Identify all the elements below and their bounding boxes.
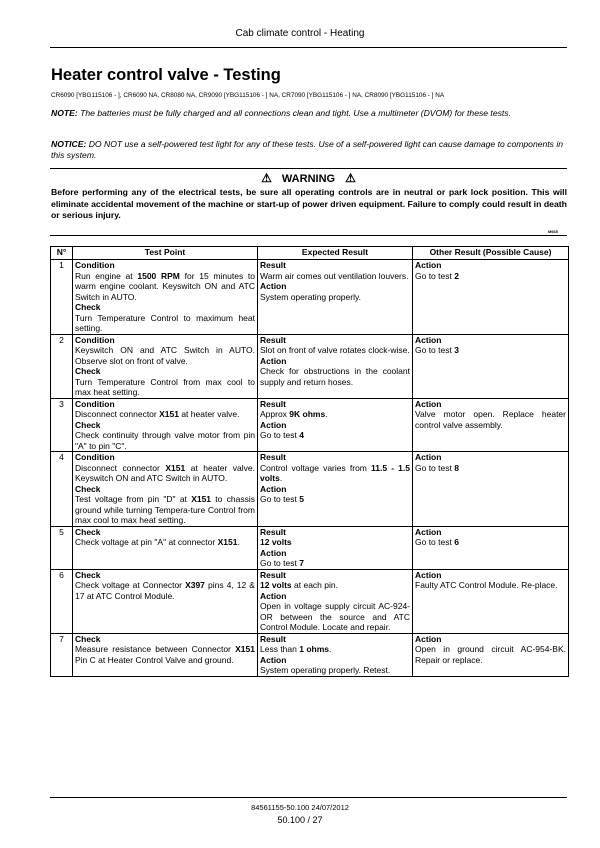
table-row: [51, 260, 569, 335]
text-run: Disconnect connector: [75, 462, 166, 473]
test-number-cell: 7: [51, 633, 73, 676]
document-reference: 84561155-50.100 24/07/2012: [251, 803, 349, 812]
cell-text: [260, 271, 410, 282]
notice-text: DO NOT use a self-powered test light for any of these tests. Use of a self-powered light can cause damage to components in this system.: [51, 139, 564, 160]
column-header-other-result: Other Result (Possible Cause): [413, 247, 569, 260]
warning-triangle-icon: ⚠: [345, 171, 356, 185]
text-run: Disconnect connector: [75, 409, 160, 419]
cell-text: [415, 409, 566, 430]
expected-result-cell: [258, 334, 413, 398]
expected-result-cell: [258, 260, 413, 335]
cell-text: [75, 580, 255, 601]
expected-result-cell: [258, 398, 413, 452]
text-run: Open in ground circuit AC-954-BK. Repair or replace.: [415, 644, 566, 665]
cell-text: [415, 463, 566, 474]
text-run: System operating properly. Retest.: [260, 665, 391, 675]
cell-text: [260, 430, 410, 441]
text-run: Measure resistance between Connector: [75, 644, 236, 654]
cell-heading: Action: [260, 483, 287, 494]
text-run: Keyswitch ON and ATC Switch in AUTO. Observe slot on front of valve.: [75, 345, 255, 366]
test-number-cell: 3: [51, 398, 73, 452]
text-run: Open in voltage supply circuit AC-924-OR between the source and ATC Control Module. Locate and repair.: [260, 601, 410, 632]
emphasized-value: X151: [191, 494, 212, 504]
header-rule: [50, 47, 567, 48]
cell-heading: Result: [260, 398, 286, 409]
cell-heading: Result: [260, 334, 286, 345]
warning-heading: [50, 171, 567, 185]
expected-result-cell: [258, 633, 413, 676]
page-number: 50.100 / 27: [277, 815, 323, 825]
emphasized-value: 7: [299, 558, 304, 568]
cell-heading: Result: [260, 569, 286, 580]
other-result-cell: [413, 452, 569, 527]
text-run: Approx: [260, 409, 290, 419]
test-point-cell: [73, 260, 258, 335]
table-row: [51, 398, 569, 452]
text-run: Slot on front of valve rotates clock-wise.: [260, 345, 410, 355]
text-run: Go to test: [260, 494, 300, 504]
column-header-test-point: Test Point: [73, 247, 258, 260]
test-number-cell: 1: [51, 260, 73, 335]
cell-heading: Action: [260, 419, 287, 430]
warning-text: Before performing any of the electrical tests, be sure all operating controls are in neutral or park lock position. This will eliminate accidental movement of the machine or start-up of power driven equipment. Failure to comply could result in death or serious injury.: [51, 187, 567, 220]
test-number-cell: 4: [51, 452, 73, 527]
text-run: at heater valve. Keyswitch ON and ATC Switch in AUTO.: [75, 462, 255, 483]
table-row: [51, 633, 569, 676]
cell-heading: Action: [415, 452, 442, 462]
warning-top-rule: [50, 168, 567, 169]
cell-heading: Condition: [75, 452, 115, 462]
cell-text: [75, 271, 255, 303]
emphasized-value: X151: [235, 644, 255, 654]
emphasized-value: 12 volts: [260, 580, 292, 590]
cell-heading: Result: [260, 452, 286, 462]
cell-heading: Action: [415, 526, 442, 537]
emphasized-value: X151: [159, 409, 179, 419]
table-row: [51, 526, 569, 569]
cell-text: [75, 313, 255, 334]
text-run: at heater valve.: [178, 409, 240, 419]
note-label: NOTE:: [51, 108, 78, 118]
text-run: at each pin.: [291, 580, 338, 590]
emphasized-value: 5: [299, 494, 304, 504]
cell-text: [75, 345, 255, 366]
cell-text: [260, 580, 410, 591]
text-run: to chassis ground while turning Tempera-ture Control from max cool to max heat setting.: [75, 494, 256, 525]
cell-text: [260, 601, 410, 633]
text-run: .: [237, 537, 240, 547]
emphasized-value: X151: [217, 537, 238, 547]
cell-heading: Action: [415, 633, 442, 644]
table-row: [51, 452, 569, 527]
text-run: System operating properly.: [260, 291, 361, 302]
text-run: Turn Temperature Control to maximum heat setting.: [75, 312, 255, 333]
cell-text: [75, 430, 255, 451]
test-point-cell: [73, 569, 258, 633]
table-row: [51, 334, 569, 398]
running-header: Cab climate control - Heating: [235, 28, 365, 39]
other-result-cell: [413, 398, 569, 452]
test-point-cell: [73, 452, 258, 527]
text-run: .: [329, 644, 332, 654]
cell-heading: Check: [75, 419, 101, 430]
cell-heading: Action: [415, 569, 442, 580]
emphasized-value: 9K ohms: [289, 409, 326, 419]
cell-text: [415, 271, 566, 282]
text-run: for 15 minutes to warm engine coolant. Keyswitch ON and ATC Switch in AUTO.: [75, 270, 256, 302]
text-run: .: [279, 473, 283, 483]
text-run: Check for obstructions in the coolant supply and return hoses.: [260, 366, 410, 387]
cell-heading: Condition: [75, 398, 115, 409]
expected-result-cell: [258, 526, 413, 569]
cell-text: [260, 463, 410, 484]
column-header-expected-result: Expected Result: [258, 247, 413, 260]
cell-text: [75, 494, 255, 526]
model-applicability: CR6090 [YBG115106 - ], CR6090 NA, CR8080 NA, CR9090 [YBG115106 - ] NA, CR7090 [YBG115106 - ] NA, CR8090 [YBG115106 - ] NA: [51, 92, 445, 99]
test-point-cell: [73, 398, 258, 452]
emphasized-value: 3: [454, 345, 459, 355]
text-run: Test voltage from pin "D" at: [75, 494, 192, 504]
test-number-cell: 2: [51, 334, 73, 398]
note-paragraph: [51, 108, 567, 119]
notice-label: NOTICE:: [51, 139, 87, 149]
text-run: Control voltage varies from: [260, 462, 372, 473]
text-run: Warm air comes out ventilation louvers.: [260, 270, 409, 281]
cell-heading: Action: [260, 547, 287, 558]
warning-label: WARNING: [281, 173, 336, 185]
cell-heading: Result: [260, 260, 286, 270]
emphasized-value: 12 volts: [260, 537, 292, 547]
cell-text: [415, 537, 566, 548]
page-title: Heater control valve - Testing: [51, 66, 281, 84]
emphasized-value: 4: [299, 430, 304, 440]
emphasized-value: 6: [454, 537, 459, 547]
text-run: Run engine at: [75, 270, 138, 281]
test-point-cell: [73, 526, 258, 569]
notice-paragraph: [51, 139, 567, 161]
cell-text: [260, 537, 410, 548]
test-number-cell: 6: [51, 569, 73, 633]
expected-result-cell: [258, 569, 413, 633]
text-run: Go to test: [260, 430, 300, 440]
warning-triangle-icon: ⚠: [261, 171, 272, 185]
cell-text: [75, 409, 255, 420]
cell-heading: Check: [75, 483, 101, 494]
text-run: Check voltage at pin "A" at connector: [75, 537, 218, 547]
emphasized-value: 2: [454, 270, 459, 281]
text-run: Go to test: [415, 462, 455, 473]
text-run: Go to test: [415, 537, 455, 547]
cell-text: [260, 292, 410, 303]
other-result-cell: [413, 526, 569, 569]
text-run: Go to test: [260, 558, 300, 568]
cell-text: [415, 580, 566, 591]
cell-text: [75, 644, 255, 665]
cell-text: [260, 409, 410, 420]
cell-text: [260, 494, 410, 505]
note-text: The batteries must be fully charged and all connections clean and tight. Use a multimeter (DVOM) for these tests.: [80, 108, 511, 118]
cell-text: [75, 377, 255, 398]
cell-text: [75, 537, 255, 548]
text-run: Go to test: [415, 270, 455, 281]
cell-heading: Condition: [75, 334, 115, 345]
cell-text: [260, 558, 410, 569]
emphasized-value: 11.5 - 1.5 volts: [260, 462, 410, 483]
footer-rule: [50, 797, 567, 798]
expected-result-cell: [258, 452, 413, 527]
text-run: Turn Temperature Control from max cool to max heat setting.: [75, 376, 255, 397]
other-result-cell: [413, 260, 569, 335]
cell-heading: Result: [260, 526, 286, 537]
other-result-cell: [413, 633, 569, 676]
text-run: Pin C at Heater Control Valve and ground.: [75, 654, 234, 665]
cell-heading: Action: [260, 654, 287, 665]
cell-text: [75, 463, 255, 484]
text-run: Check voltage at Connector: [75, 580, 186, 590]
text-run: pins 4, 12 & 17 at ATC Control Module.: [75, 580, 255, 601]
test-point-cell: [73, 334, 258, 398]
cell-heading: Action: [260, 590, 287, 601]
text-run: Less than: [260, 644, 300, 654]
test-table: [50, 246, 569, 677]
cell-heading: Action: [415, 398, 442, 409]
cell-heading: Check: [75, 569, 101, 580]
text-run: Valve motor open. Replace heater control valve assembly.: [415, 409, 566, 430]
cell-text: [415, 644, 566, 665]
table-row: [51, 569, 569, 633]
cell-heading: Action: [260, 355, 287, 366]
cell-text: [260, 366, 410, 387]
cell-heading: Action: [415, 260, 442, 270]
text-run: Go to test: [415, 345, 455, 355]
cell-text: [260, 665, 410, 676]
table-header-row: [51, 247, 569, 260]
other-result-cell: [413, 569, 569, 633]
emphasized-value: 1 ohms: [299, 644, 329, 654]
text-run: Check continuity through valve motor from pin "A" to pin "C".: [75, 430, 255, 451]
cell-heading: Check: [75, 366, 101, 376]
cell-heading: Check: [75, 302, 101, 312]
cell-text: [415, 345, 566, 356]
warning-bottom-rule: [50, 235, 567, 236]
emphasized-value: X151: [165, 462, 186, 473]
cell-heading: Action: [415, 334, 442, 345]
cell-heading: Condition: [75, 260, 115, 270]
emphasized-value: X397: [185, 580, 205, 590]
warning-code: M665: [548, 229, 559, 234]
cell-heading: Action: [260, 281, 287, 291]
text-run: .: [325, 409, 328, 419]
test-number-cell: 5: [51, 526, 73, 569]
emphasized-value: 8: [454, 462, 459, 473]
column-header-number: N°: [51, 247, 73, 260]
other-result-cell: [413, 334, 569, 398]
cell-text: [260, 345, 410, 356]
emphasized-value: 1500 RPM: [137, 270, 180, 281]
test-point-cell: [73, 633, 258, 676]
text-run: Faulty ATC Control Module. Re-place.: [415, 580, 558, 590]
cell-text: [260, 644, 410, 655]
cell-heading: Check: [75, 526, 101, 537]
cell-heading: Result: [260, 633, 286, 644]
cell-heading: Check: [75, 633, 101, 644]
